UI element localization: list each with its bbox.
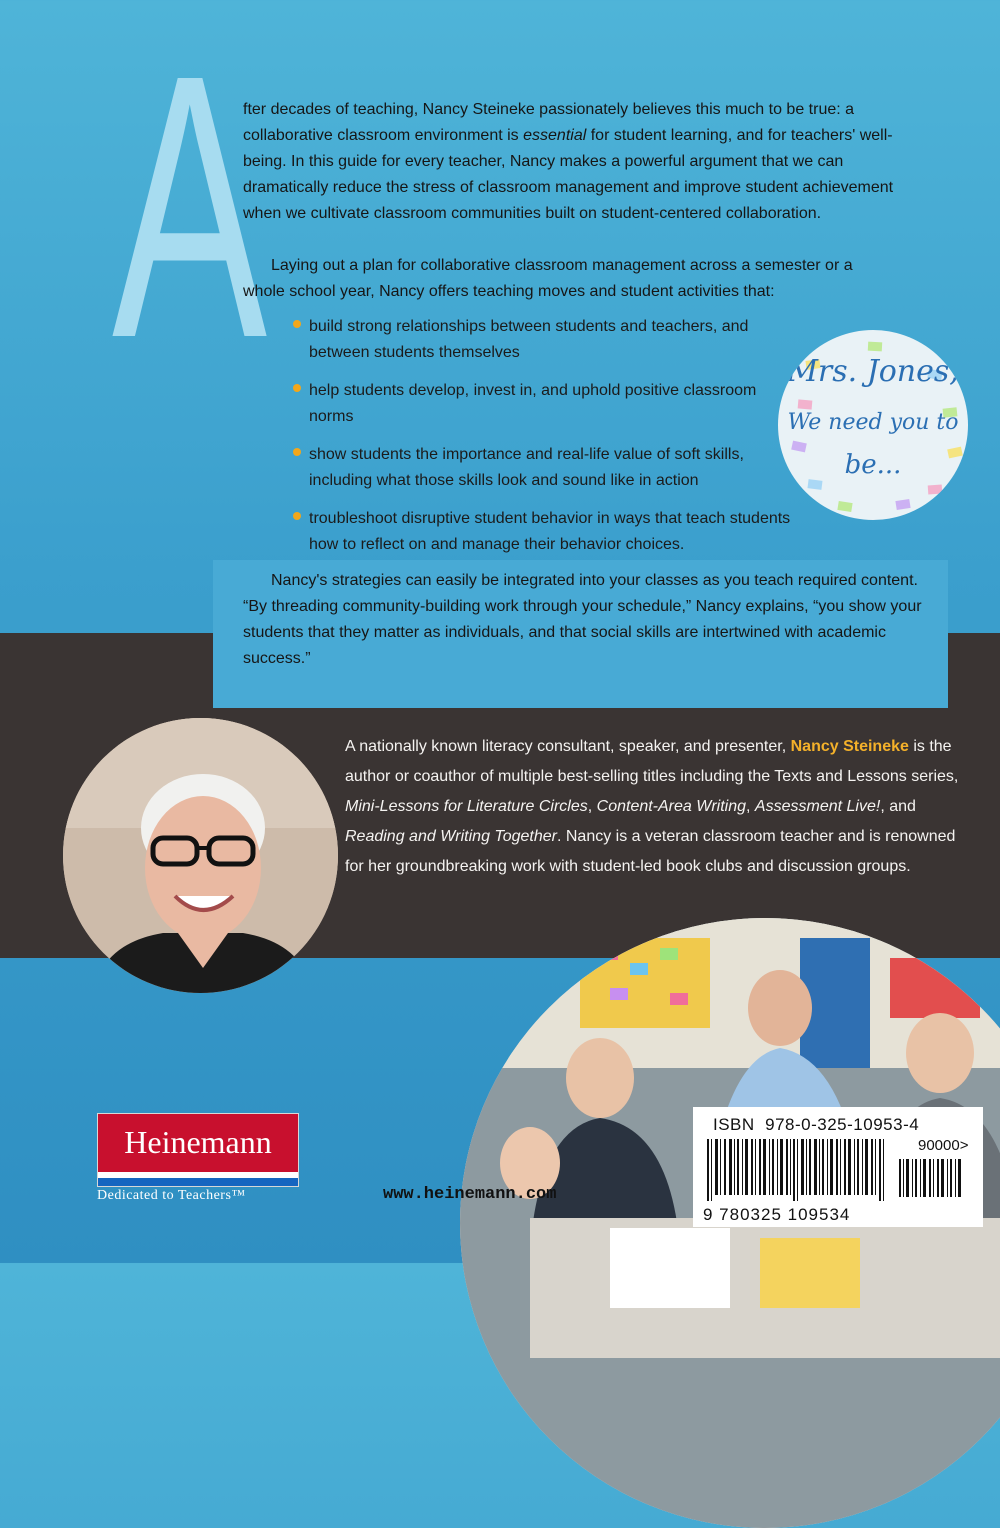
note-text-line: Mrs. Jones,	[787, 354, 959, 389]
blurb-paragraph-3: Nancy's strategies can easily be integrated into your classes as you teach required content. “By threading community-building work through your schedule,” Nancy explains, “you show your students that they matter as individuals, and that social skills are intertwined with academic success.”	[243, 572, 922, 667]
author-photo	[63, 718, 338, 993]
list-item: troubleshoot disruptive student behavior in ways that teach students how to reflect on and manage their behavior choices.	[293, 506, 793, 558]
list-item: show students the importance and real-life value of soft skills, including what those skills look and sound like in action	[293, 442, 793, 494]
sticky-notes-photo	[778, 330, 968, 520]
blurb-paragraph-2: Laying out a plan for collaborative classroom management across a semester or a whole school year, Nancy offers teaching moves and student activities that:	[243, 257, 853, 300]
publisher-tagline: Dedicated to Teachers™	[97, 1188, 246, 1203]
publisher-name: Heinemann	[124, 1124, 272, 1160]
logo-stripe	[98, 1178, 298, 1186]
blurb-panel	[0, 0, 1000, 708]
note-text-line: We need you to	[787, 410, 959, 435]
bullet-dot-icon	[293, 320, 301, 328]
barcode-number: 9 780325 109534	[703, 1205, 851, 1224]
sticky-note-icon	[928, 485, 943, 495]
bullet-dot-icon	[293, 384, 301, 392]
drop-cap: A	[112, 0, 264, 416]
note-text-line: be...	[844, 450, 902, 480]
blurb-paragraph-1: fter decades of teaching, Nancy Steineke passionately believes this much to be true: a collaborative classroom environment is essential for student learning, and for teachers' well-being. In this guide for every teacher, Nancy makes a powerful argument that we can dramatically reduce the stress of classroom management and improve student achievement when we cultivate classroom communities built on student-centered collaboration.	[243, 101, 894, 222]
author-portrait-icon	[63, 718, 338, 993]
sticky-note-icon	[868, 342, 882, 352]
list-item: help students develop, invest in, and uphold positive classroom norms	[293, 378, 769, 430]
sticky-note-icon	[895, 499, 910, 510]
website-url[interactable]: www.heinemann.com	[383, 1185, 557, 1204]
publisher-logo	[97, 1113, 299, 1187]
bullet-dot-icon	[293, 512, 301, 520]
bullet-list	[293, 314, 793, 570]
author-name: Nancy Steineke	[790, 738, 909, 755]
author-bio: A nationally known literacy consultant, speaker, and presenter, Nancy Steineke is the author or coauthor of multiple best-selling titles including the Texts and Lessons series, Mini-Lessons for Literature Circles, Content-Area Writing, Assessment Live!, and Reading and Writing Together. Nancy is a veteran classroom teacher and is renowned for her groundbreaking work with student-led book clubs and discussion groups.	[345, 738, 959, 875]
list-item: build strong relationships between students and teachers, and between students themselves	[293, 314, 793, 366]
isbn-barcode	[693, 1107, 983, 1227]
sticky-note-icon	[798, 399, 813, 409]
sticky-note-icon	[808, 479, 823, 490]
bullet-dot-icon	[293, 448, 301, 456]
isbn-label: ISBN 978-0-325-10953-4	[713, 1115, 920, 1134]
price-code: 90000>	[918, 1137, 969, 1154]
sticky-note-icon	[837, 501, 852, 512]
